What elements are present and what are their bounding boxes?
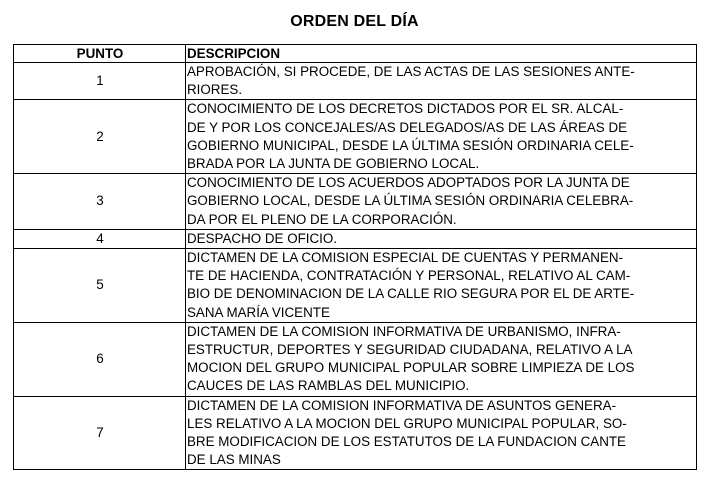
- descripcion-line: ESTRUCTUR, DEPORTES Y SEGURIDAD CIUDADANA, RELATIVO A LA: [187, 342, 633, 358]
- header-punto: PUNTO: [14, 45, 186, 63]
- descripcion-line: RIORES.: [187, 82, 243, 98]
- table-row: [14, 100, 697, 174]
- descripcion-line: CONOCIMIENTO DE LOS DECRETOS DICTADOS POR EL SR. ALCAL-: [187, 101, 624, 117]
- descripcion-cell: [186, 229, 697, 248]
- descripcion-line: DICTAMEN DE LA COMISION INFORMATIVA DE ASUNTOS GENERA-: [187, 397, 617, 413]
- descripcion-line: APROBACIÓN, SI PROCEDE, DE LAS ACTAS DE LAS SESIONES ANTE-: [187, 64, 635, 79]
- descripcion-line: DESPACHO DE OFICIO.: [187, 230, 338, 246]
- descripcion-line: DA POR EL PLENO DE LA CORPORACIÓN.: [187, 211, 457, 227]
- descripcion-line: DICTAMEN DE LA COMISION INFORMATIVA DE URBANISMO, INFRA-: [187, 323, 621, 339]
- table-row: [14, 63, 697, 100]
- descripcion-cell: [186, 63, 697, 100]
- descripcion-line: DE Y POR LOS CONCEJALES/AS DELEGADOS/AS DE LAS ÁREAS DE: [187, 119, 628, 135]
- descripcion-line: GOBIERNO MUNICIPAL, DESDE LA ÚLTIMA SESIÓN ORDINARIA CELE-: [187, 137, 634, 153]
- punto-cell: 1: [14, 63, 186, 100]
- table-row: [14, 396, 697, 470]
- descripcion-line: BRADA POR LA JUNTA DE GOBIERNO LOCAL.: [187, 156, 480, 172]
- punto-cell: 5: [14, 249, 186, 323]
- table-row: [14, 229, 697, 248]
- descripcion-cell: [186, 100, 697, 174]
- descripcion-cell: [186, 174, 697, 230]
- table-row: [14, 322, 697, 396]
- agenda-body: [14, 63, 697, 470]
- descripcion-line: CONOCIMIENTO DE LOS ACUERDOS ADOPTADOS POR LA JUNTA DE: [187, 175, 630, 191]
- punto-cell: 6: [14, 322, 186, 396]
- descripcion-line: GOBIERNO LOCAL, DESDE LA ÚLTIMA SESIÓN ORDINARIA CELEBRA-: [187, 193, 634, 209]
- agenda-table: [13, 44, 697, 470]
- descripcion-line: CAUCES DE LAS RAMBLAS DEL MUNICIPIO.: [187, 378, 470, 394]
- descripcion-line: MOCION DEL GRUPO MUNICIPAL POPULAR SOBRE LIMPIEZA DE LOS: [187, 360, 635, 376]
- table-row: [14, 174, 697, 230]
- header-descripcion: DESCRIPCION: [186, 45, 697, 63]
- descripcion-line: SANA MARÍA VICENTE: [187, 304, 330, 320]
- descripcion-line: LES RELATIVO A LA MOCION DEL GRUPO MUNICIPAL POPULAR, SO-: [187, 415, 627, 431]
- punto-cell: 4: [14, 229, 186, 248]
- descripcion-cell: [186, 322, 697, 396]
- descripcion-line: BIO DE DENOMINACION DE LA CALLE RIO SEGURA POR EL DE ARTE-: [187, 286, 635, 302]
- descripcion-cell: [186, 396, 697, 470]
- table-row: [14, 249, 697, 323]
- descripcion-line: DICTAMEN DE LA COMISION ESPECIAL DE CUENTAS Y PERMANEN-: [187, 250, 624, 266]
- table-header-row: [14, 45, 697, 63]
- descripcion-line: BRE MODIFICACION DE LOS ESTATUTOS DE LA FUNDACION CANTE: [187, 434, 626, 450]
- descripcion-line: DE LAS MINAS: [187, 452, 281, 468]
- descripcion-line: TE DE HACIENDA, CONTRATACIÓN Y PERSONAL, RELATIVO AL CAM-: [187, 268, 631, 284]
- punto-cell: 3: [14, 174, 186, 230]
- page-title: ORDEN DEL DÍA: [290, 13, 419, 30]
- punto-cell: 2: [14, 100, 186, 174]
- descripcion-cell: [186, 249, 697, 323]
- punto-cell: 7: [14, 396, 186, 470]
